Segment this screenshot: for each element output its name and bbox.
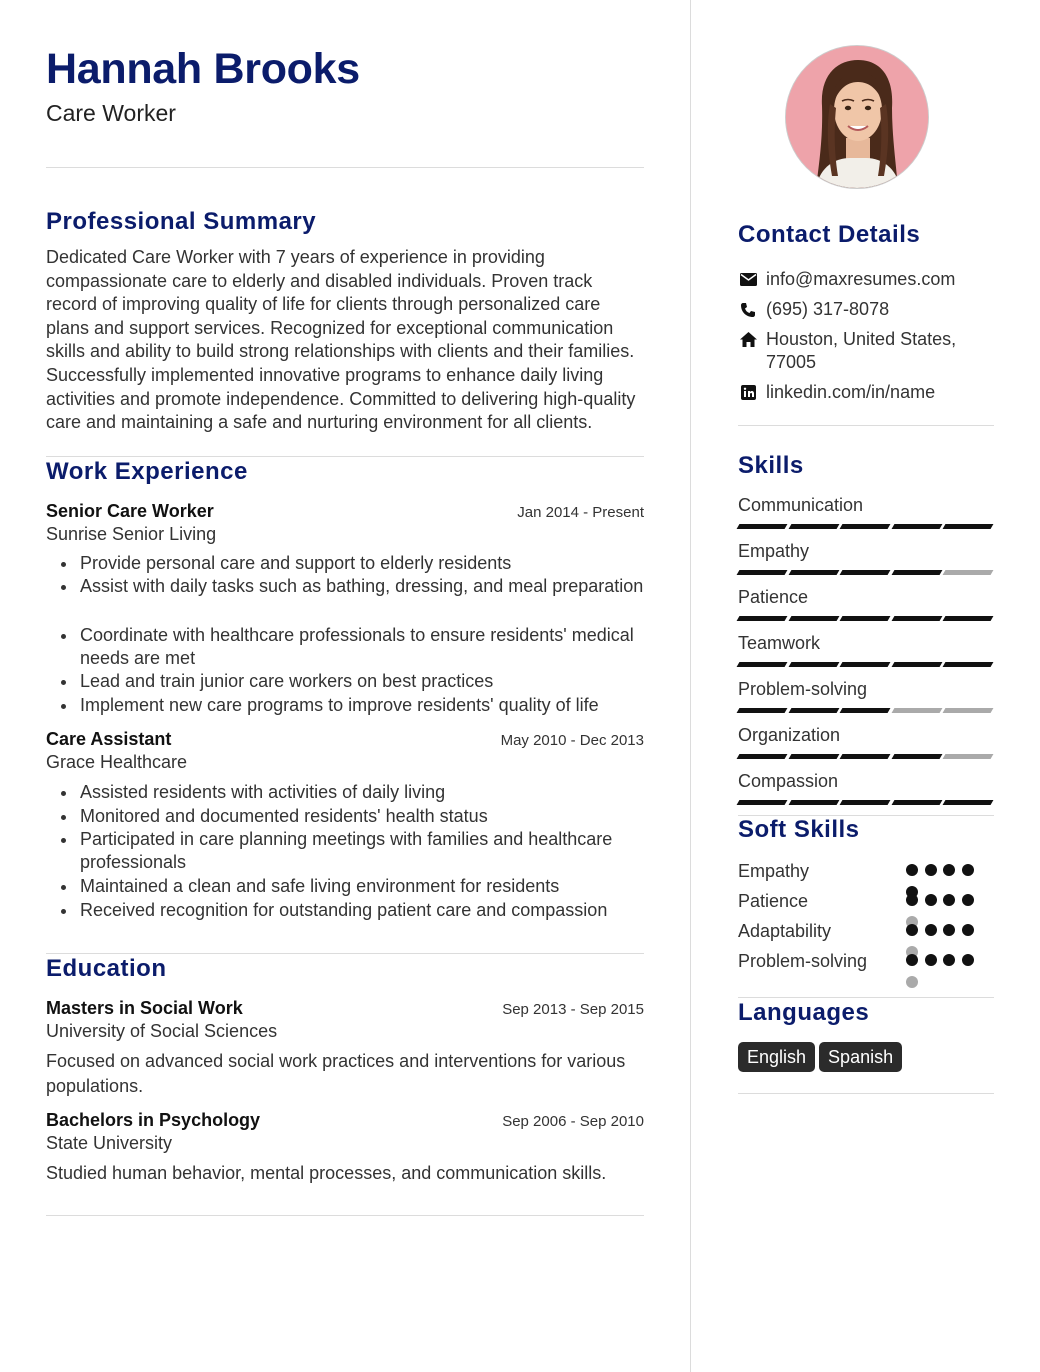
- skill-item: [738, 770, 994, 805]
- skill-label: Patience: [738, 587, 809, 607]
- job-role: Care Assistant: [46, 729, 172, 750]
- skill-item: [738, 632, 994, 667]
- language-badge: English: [738, 1042, 815, 1072]
- skill-label: Organization: [738, 725, 841, 745]
- contact-heading: Contact Details: [738, 221, 921, 248]
- languages-divider: [738, 1093, 994, 1094]
- candidate-title: Care Worker: [46, 100, 176, 126]
- rating-dot: [943, 894, 955, 906]
- skill-level-segment: [737, 616, 787, 621]
- header-divider: [46, 167, 644, 168]
- job-bullets: [46, 781, 644, 922]
- education-entry: [46, 1109, 644, 1186]
- skill-level-bar: [738, 754, 994, 759]
- contact-linkedin[interactable]: linkedin.com/in/name: [766, 382, 936, 402]
- job-entry: [46, 728, 644, 922]
- skill-level-bar: [738, 662, 994, 667]
- job-bullet: • Received recognition for outstanding patient care and compassion: [78, 899, 644, 922]
- skill-level-segment: [737, 662, 787, 667]
- education-date: Sep 2013 - Sep 2015: [502, 1000, 644, 1018]
- skill-label: Communication: [738, 495, 864, 515]
- skill-level-segment: [943, 616, 993, 621]
- experience-heading: Work Experience: [46, 457, 248, 485]
- rating-dot: [906, 894, 918, 906]
- job-bullet: • Monitored and documented residents' health status: [78, 805, 644, 828]
- soft-skill-item: [738, 916, 994, 946]
- skill-level-segment: [737, 754, 787, 759]
- skill-level-segment: [737, 570, 787, 575]
- main-column: [46, 42, 644, 1216]
- job-bullet: • Lead and train junior care workers on best practices: [78, 670, 644, 693]
- linkedin-icon: [738, 381, 758, 404]
- soft-skills-list: [738, 856, 994, 976]
- skill-level-segment: [840, 800, 890, 805]
- rating-dot: [925, 864, 937, 876]
- job-bullet: • Implement new care programs to improve residents' quality of life: [78, 694, 644, 717]
- contact-divider: [738, 425, 994, 426]
- skill-label: Problem-solving: [738, 679, 868, 699]
- rating-dot: [906, 924, 918, 936]
- skill-level-bar: [738, 570, 994, 575]
- candidate-name: Hannah Brooks: [46, 45, 360, 93]
- rating-dot: [943, 954, 955, 966]
- skill-level-bar: [738, 800, 994, 805]
- job-bullets: [46, 552, 644, 717]
- rating-dot: [906, 864, 918, 876]
- phone-icon: [738, 298, 758, 321]
- skill-level-segment: [891, 800, 941, 805]
- job-date: May 2010 - Dec 2013: [500, 732, 644, 750]
- skill-level-segment: [943, 570, 993, 575]
- skill-item: [738, 724, 994, 759]
- job-bullet: • Assist with daily tasks such as bathing, dressing, and meal preparation: [78, 575, 644, 598]
- skill-level-segment: [891, 708, 941, 713]
- skill-label: Compassion: [738, 771, 839, 791]
- contact-email[interactable]: info@maxresumes.com: [766, 269, 956, 289]
- rating-dot: [962, 924, 974, 936]
- education-desc: Focused on advanced social work practices and interventions for various populations.: [46, 1050, 626, 1096]
- skill-level-segment: [943, 708, 993, 713]
- soft-skill-item: [738, 946, 994, 976]
- skill-level-segment: [788, 800, 838, 805]
- soft-skill-rating: [906, 886, 986, 916]
- skill-level-segment: [840, 524, 890, 529]
- contact-list: [738, 268, 994, 411]
- skill-level-segment: [891, 754, 941, 759]
- rating-dot: [962, 894, 974, 906]
- rating-dot: [925, 894, 937, 906]
- rating-dot: [962, 954, 974, 966]
- skill-level-segment: [788, 662, 838, 667]
- home-icon: [738, 328, 758, 351]
- skill-level-segment: [737, 708, 787, 713]
- skill-level-segment: [840, 570, 890, 575]
- rating-dot: [943, 924, 955, 936]
- skill-label: Teamwork: [738, 633, 821, 653]
- skill-level-bar: [738, 616, 994, 621]
- skill-item: [738, 586, 994, 621]
- skill-level-segment: [943, 800, 993, 805]
- education-header: [46, 1109, 644, 1132]
- languages-heading: Languages: [738, 999, 870, 1026]
- education-school: University of Social Sciences: [46, 1020, 278, 1041]
- job-bullet: • Coordinate with healthcare professionals to ensure residents' medical needs are met: [78, 624, 644, 671]
- contact-address: Houston, United States, 77005: [766, 329, 957, 372]
- skill-level-segment: [943, 662, 993, 667]
- contact-phone-row: [738, 298, 994, 321]
- skill-level-segment: [943, 524, 993, 529]
- rating-dot: [962, 864, 974, 876]
- soft-skill-rating: [906, 916, 986, 946]
- skill-level-segment: [840, 616, 890, 621]
- job-entry: [46, 500, 644, 717]
- skill-level-segment: [788, 616, 838, 621]
- job-header: [46, 728, 644, 751]
- soft-skill-rating: [906, 946, 986, 976]
- contact-linkedin-row: [738, 381, 994, 404]
- education-date: Sep 2006 - Sep 2010: [502, 1112, 644, 1130]
- skill-level-segment: [891, 524, 941, 529]
- rating-dot: [943, 864, 955, 876]
- skill-level-segment: [788, 524, 838, 529]
- soft-skill-rating: [906, 856, 986, 886]
- education-degree: Masters in Social Work: [46, 997, 243, 1018]
- summary-heading: Professional Summary: [46, 208, 317, 235]
- education-header: [46, 997, 644, 1020]
- job-org: Grace Healthcare: [46, 752, 188, 773]
- soft-skill-label: Empathy: [738, 861, 810, 881]
- job-role: Senior Care Worker: [46, 500, 214, 521]
- portrait-illustration: [786, 46, 928, 188]
- skill-level-segment: [788, 754, 838, 759]
- skill-level-segment: [891, 616, 941, 621]
- job-bullet: • Provide personal care and support to elderly residents: [78, 552, 644, 575]
- language-badge: Spanish: [819, 1042, 902, 1072]
- education-degree: Bachelors in Psychology: [46, 1109, 261, 1130]
- soft-skill-label: Problem-solving: [738, 951, 868, 971]
- skill-level-segment: [840, 754, 890, 759]
- languages-list: [738, 1042, 994, 1072]
- column-divider: [690, 0, 691, 1372]
- soft-skills-heading: Soft Skills: [738, 816, 860, 843]
- soft-skill-label: Patience: [738, 891, 809, 911]
- summary-text: Dedicated Care Worker with 7 years of experience in providing compassionate care to elderly and disabled individuals. Proven track record of improving quality of life for clients through personalized care plans and support services. Recognized for exceptional communication skills and ability to build strong relationships with clients and their families. Successfully implemented innovative programs to enhance daily living activities and promote independence. Committed to delivering high-quality care and maintaining a safe and nurturing environment for all clients.: [46, 247, 636, 433]
- education-divider: [46, 1215, 644, 1216]
- skill-item: [738, 540, 994, 575]
- contact-address-row: [738, 328, 994, 374]
- profile-photo: [785, 45, 929, 189]
- education-school: State University: [46, 1132, 173, 1153]
- skill-item: [738, 494, 994, 529]
- skill-label: Empathy: [738, 541, 810, 561]
- skill-level-bar: [738, 524, 994, 529]
- envelope-icon: [738, 268, 758, 291]
- skill-level-segment: [840, 662, 890, 667]
- job-bullet: • Assisted residents with activities of daily living: [78, 781, 644, 804]
- job-header: [46, 500, 644, 523]
- skill-item: [738, 678, 994, 713]
- contact-email-row: [738, 268, 994, 291]
- education-entry: [46, 997, 644, 1099]
- skill-level-segment: [891, 662, 941, 667]
- education-desc: Studied human behavior, mental processes, and communication skills.: [46, 1162, 607, 1183]
- skills-heading: Skills: [738, 452, 804, 479]
- education-heading: Education: [46, 954, 167, 982]
- soft-skill-label: Adaptability: [738, 921, 832, 941]
- skill-level-segment: [788, 570, 838, 575]
- job-org: Sunrise Senior Living: [46, 523, 217, 544]
- skill-level-segment: [891, 570, 941, 575]
- soft-skill-item: [738, 856, 994, 886]
- rating-dot: [906, 954, 918, 966]
- skill-level-segment: [788, 708, 838, 713]
- contact-phone[interactable]: (695) 317-8078: [766, 299, 890, 319]
- rating-dot: [906, 976, 918, 988]
- skill-level-segment: [943, 754, 993, 759]
- rating-dot: [925, 924, 937, 936]
- job-bullet: • Participated in care planning meetings with families and healthcare professionals: [78, 828, 644, 875]
- soft-skill-item: [738, 886, 994, 916]
- skill-level-segment: [737, 524, 787, 529]
- job-bullet: • Maintained a clean and safe living environment for residents: [78, 875, 644, 898]
- job-date: Jan 2014 - Present: [517, 503, 644, 521]
- skill-level-segment: [840, 708, 890, 713]
- skill-level-segment: [737, 800, 787, 805]
- skills-list: [738, 494, 994, 816]
- skill-level-bar: [738, 708, 994, 713]
- rating-dot: [925, 954, 937, 966]
